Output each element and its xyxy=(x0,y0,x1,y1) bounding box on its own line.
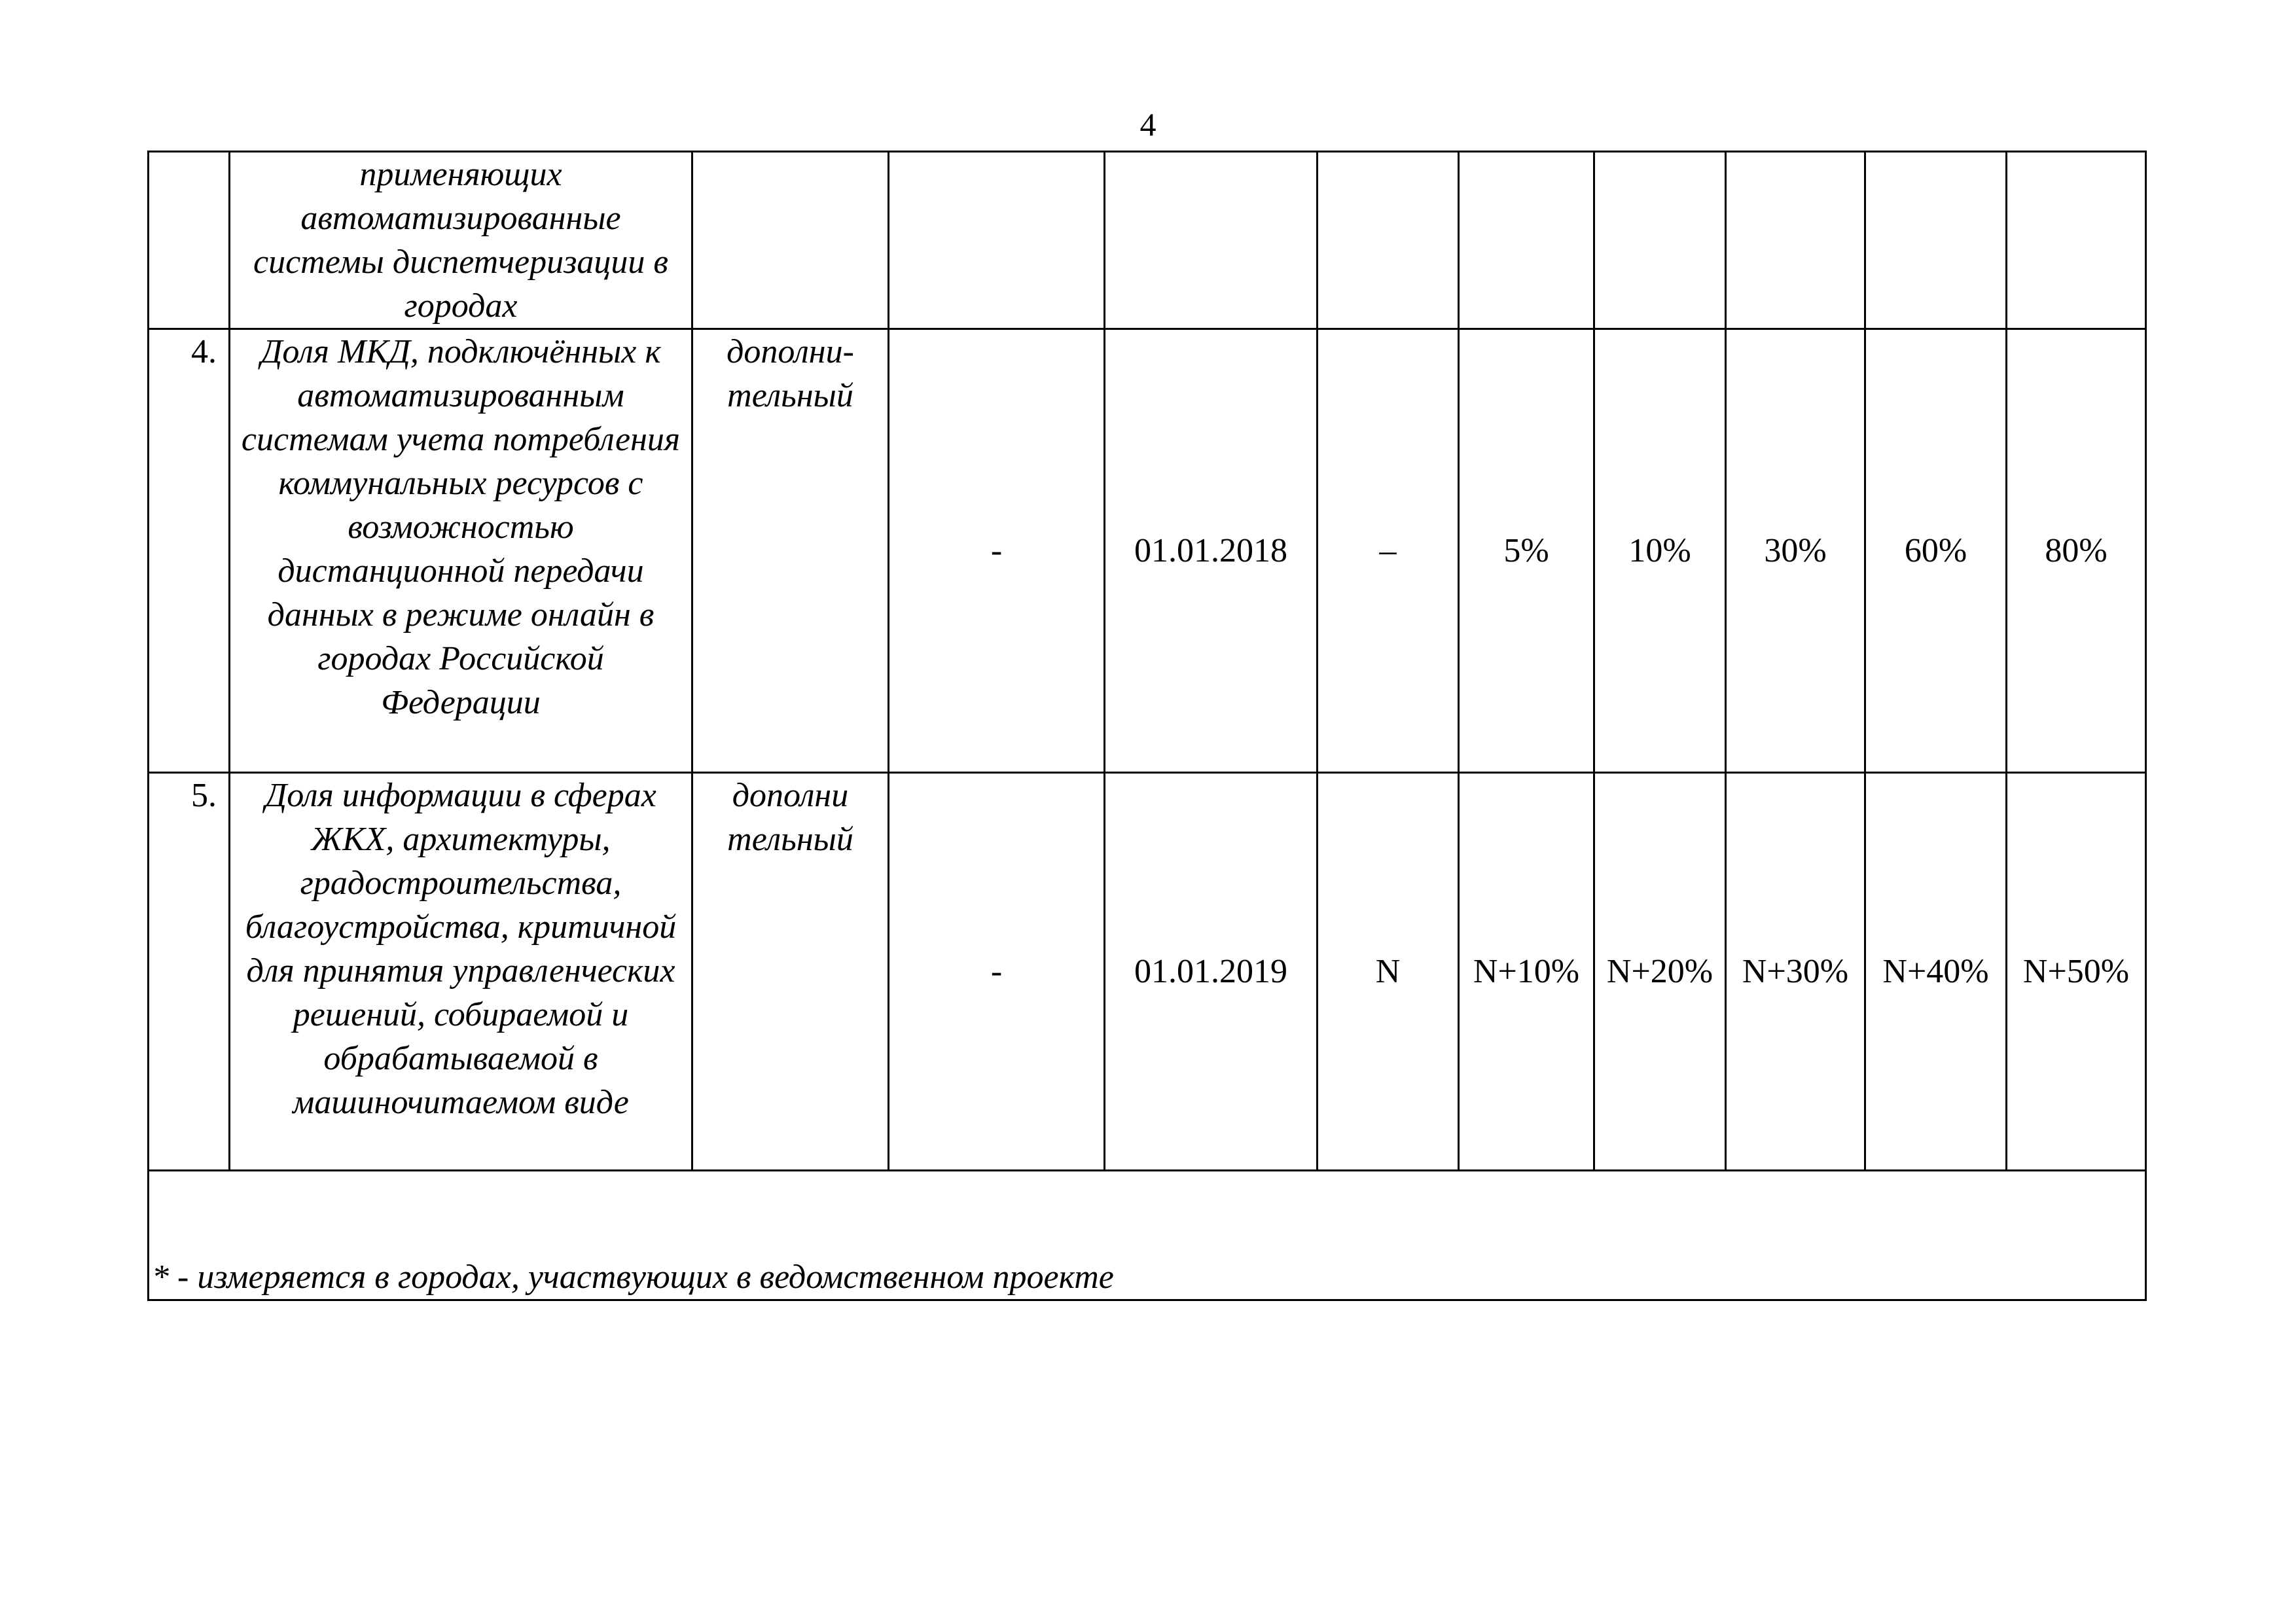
base-value: – xyxy=(1318,329,1459,773)
base-date: 01.01.2018 xyxy=(1105,329,1318,773)
base-date: 01.01.2019 xyxy=(1105,773,1318,1171)
base-value: N xyxy=(1318,773,1459,1171)
target-value xyxy=(1459,152,1594,329)
indicator-type xyxy=(692,152,889,329)
indicator-name: Доля информации в сферах ЖКХ, архитектуры, градостроительства, благоустройства, критичной для принятия управленческих решений, собираемой и обрабатываемой в машиночитаемом виде xyxy=(230,773,692,1171)
footnote: * - измеряется в городах, участвующих в ведомственном проекте xyxy=(149,1171,2146,1300)
target-value xyxy=(1865,152,2007,329)
row-number xyxy=(149,152,230,329)
source-cell: - xyxy=(889,773,1105,1171)
target-value: N+20% xyxy=(1594,773,1726,1171)
footnote-row xyxy=(149,1171,2146,1300)
target-value xyxy=(1726,152,1865,329)
target-value: N+40% xyxy=(1865,773,2007,1171)
target-value: 60% xyxy=(1865,329,2007,773)
table-row xyxy=(149,329,2146,773)
indicator-name: применяющих автоматизированные системы диспетчеризации в городах xyxy=(230,152,692,329)
row-number: 4. xyxy=(149,329,230,773)
indicator-type: дополни тельный xyxy=(692,773,889,1171)
target-value: 10% xyxy=(1594,329,1726,773)
target-value: N+50% xyxy=(2007,773,2146,1171)
indicator-type: дополни-тельный xyxy=(692,329,889,773)
indicator-name: Доля МКД, подключённых к автоматизированным системам учета потребления коммунальных ресурсов с возможностью дистанционной передачи данных в режиме онлайн в городах Российской Федерации xyxy=(230,329,692,773)
page-number: 4 xyxy=(1139,106,1157,143)
base-date xyxy=(1105,152,1318,329)
target-value: 80% xyxy=(2007,329,2146,773)
source-cell xyxy=(889,152,1105,329)
target-value: N+10% xyxy=(1459,773,1594,1171)
base-value xyxy=(1318,152,1459,329)
target-value: 5% xyxy=(1459,329,1594,773)
source-cell: - xyxy=(889,329,1105,773)
table-row xyxy=(149,773,2146,1171)
indicators-table xyxy=(147,151,2147,1301)
row-number: 5. xyxy=(149,773,230,1171)
target-value xyxy=(1594,152,1726,329)
target-value: N+30% xyxy=(1726,773,1865,1171)
target-value xyxy=(2007,152,2146,329)
target-value: 30% xyxy=(1726,329,1865,773)
table-row xyxy=(149,152,2146,329)
